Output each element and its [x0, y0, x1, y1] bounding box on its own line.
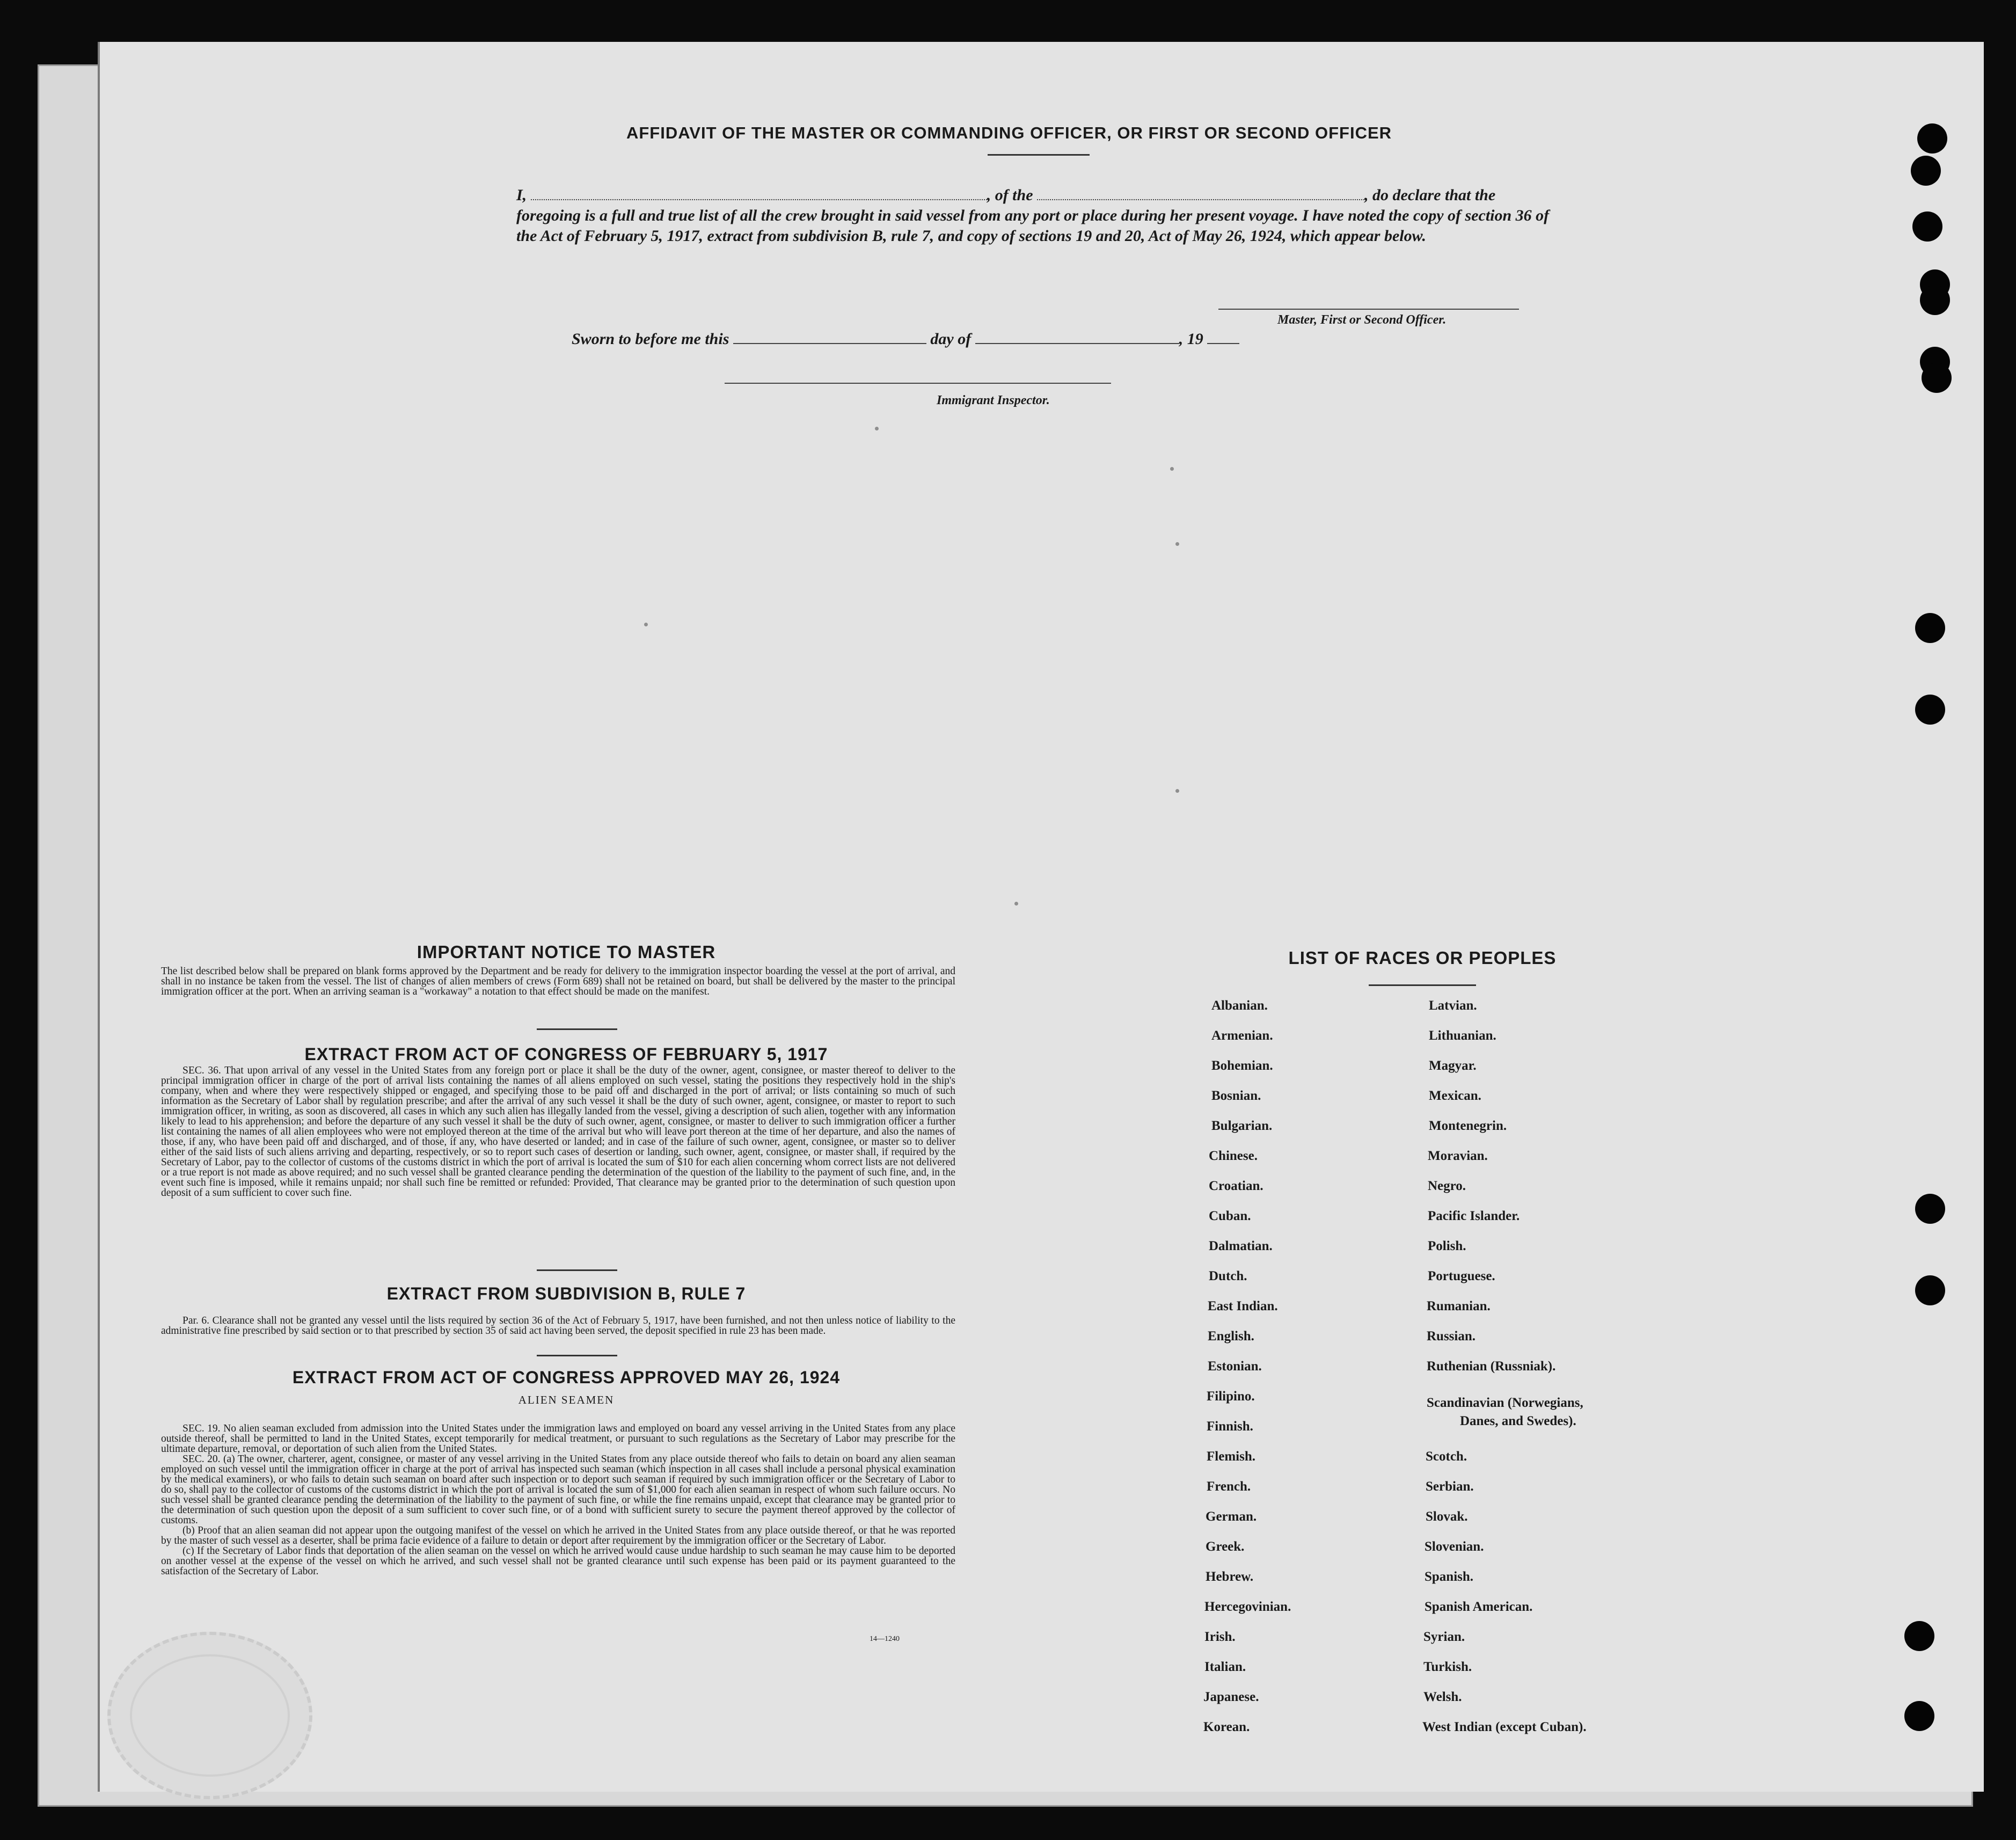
- race-item: Rumanian.: [1427, 1299, 1491, 1313]
- race-item: Croatian.: [1209, 1179, 1263, 1193]
- sworn-prefix: Sworn to before me this: [572, 330, 729, 348]
- race-item: Filipino.: [1207, 1389, 1255, 1404]
- rule7-title: EXTRACT FROM SUBDIVISION B, RULE 7: [386, 1284, 746, 1303]
- master-name-field[interactable]: [531, 187, 987, 200]
- race-item: Mexican.: [1429, 1089, 1481, 1103]
- divider: [537, 1355, 617, 1356]
- section-36: SEC. 36. That upon arrival of any vessel in the United States from any foreign port or place it shall be the duty of the owner, agent, consignee, or master thereof to deliver to the principal immigration officer in charge of the port of arrival lists containing the names of all aliens employed on such vessel, stating the positions they respectively hold in the ship's company, when and where they were respectively shipped or engaged, and specifying those to be paid off and discharged in the port of arrival; or lists containing so much of such information as the Secretary of Labor shall by regulation prescribe; and after the arrival of any such vessel it shall be the duty of such owner, agent, consignee, or master to report to such immigration officer, in writing, as soon as discovered, all cases in which any such alien has illegally landed from the vessel, giving a description of such alien, together with any information likely to lead to his apprehension; and before the departure of any such vessel it shall be the duty of such owner, agent, consignee, or master to deliver to such immigration officer a further list containing the names of all alien employees who were not employed thereon at the time of the arrival but who will leave port thereon at the time of her departure, and also the names of those, if any, who have been paid off and discharged, and of those, if any, who have deserted or landed; and in case of the failure of such owner, agent, consignee, or master so to deliver either of the said lists of such aliens arriving and departing, respectively, or so to report such cases of desertion or landing, such owner, agent, consignee, or master shall, if required by the Secretary of Labor, pay to the collector of customs of the customs district in which the port of arrival is located the sum of $10 for each alien concerning whom correct lists are not delivered or a true report is not made as above required; and no such vessel shall be granted clearance pending the determination of the question of the liability to the payment of such fine, and, in the event such fine is imposed, while it remains unpaid; nor shall such fine be remitted or refunded: Provided, That clearance may be granted prior to the determination of such question upon deposit of a sum sufficient to cover such fine.: [161, 1065, 955, 1199]
- sworn-line: [572, 330, 1239, 348]
- race-item: Bulgarian.: [1211, 1119, 1273, 1133]
- embossed-seal: [107, 1632, 312, 1799]
- affidavit-body-text: that the foregoing is a full and true list of all the crew brought in said vessel from any port or place during her present voyage. I have noted the copy of section 36 of the Act of February 5, 1917, extract from subdivision B, rule 7, and copy of sections 19 and 20, Act of May 26, 1924, which appear below.: [516, 186, 1550, 245]
- race-item: Korean.: [1203, 1720, 1250, 1734]
- race-item: Hercegovinian.: [1204, 1600, 1291, 1614]
- race-item: Cuban.: [1209, 1209, 1251, 1223]
- race-item: Greek.: [1206, 1539, 1245, 1554]
- race-item: Scandinavian (Norwegians,: [1427, 1396, 1583, 1410]
- bleed-mark: [1175, 789, 1179, 793]
- punch-hole: [1915, 695, 1945, 725]
- affidavit-statement: [516, 185, 1558, 246]
- race-item: Magyar.: [1429, 1058, 1477, 1073]
- bleed-mark: [644, 623, 648, 626]
- punch-hole: [1912, 211, 1942, 242]
- race-item: Turkish.: [1423, 1660, 1472, 1674]
- race-item: Portuguese.: [1428, 1269, 1495, 1283]
- punch-hole: [1904, 1621, 1934, 1651]
- sworn-year-field[interactable]: [1207, 330, 1239, 344]
- race-item: Polish.: [1428, 1239, 1466, 1253]
- race-item: Lithuanian.: [1429, 1028, 1496, 1043]
- act-1917-body: [161, 1065, 955, 1198]
- notice-body: The list described below shall be prepared on blank forms approved by the Department and be ready for delivery to the immigration inspector boarding the vessel at the port of arrival, and shall in no instance be taken from the vessel. The list of changes of alien members of crews (Form 689) shall not be retained on board, but shall be delivered by the master to the principal immigration officer at the port. When an arriving seaman is a "workaway" a notation to that effect should be made on the manifest.: [161, 966, 955, 997]
- race-item: Bosnian.: [1211, 1089, 1261, 1103]
- act-1924-body: [161, 1423, 955, 1576]
- punch-hole: [1915, 613, 1945, 643]
- sworn-month-field[interactable]: [975, 330, 1179, 344]
- rule7-body: [161, 1316, 955, 1336]
- bleed-mark: [1014, 902, 1018, 906]
- race-item: Dalmatian.: [1209, 1239, 1273, 1253]
- race-item: Serbian.: [1426, 1479, 1474, 1494]
- race-item: Dutch.: [1209, 1269, 1247, 1283]
- race-item: Syrian.: [1423, 1630, 1465, 1644]
- section-20c: (c) If the Secretary of Labor finds that deportation of the alien seaman on the vessel on which he arrived would cause undue hardship to such seaman he may cause him to be deported on another vessel at the expense of the vessel on which he arrived, and such vessel shall not be granted clearance until such expense has been paid or its payment guaranteed to the satisfaction of the Secretary of Labor.: [161, 1545, 955, 1577]
- master-signature-field[interactable]: [1218, 309, 1519, 310]
- punch-hole: [1915, 1194, 1945, 1224]
- declare-label: , do declare: [1364, 186, 1441, 204]
- race-item: Negro.: [1428, 1179, 1466, 1193]
- race-item: Spanish American.: [1425, 1600, 1533, 1614]
- race-item: Moravian.: [1428, 1149, 1488, 1163]
- race-item: German.: [1206, 1509, 1257, 1524]
- race-item: English.: [1208, 1329, 1254, 1344]
- punch-hole: [1904, 1701, 1934, 1731]
- bleed-mark: [875, 427, 879, 430]
- inspector-caption: Immigrant Inspector.: [937, 393, 1050, 407]
- race-item: Italian.: [1204, 1660, 1246, 1674]
- race-item: Welsh.: [1423, 1690, 1462, 1704]
- race-item: Danes, and Swedes).: [1460, 1414, 1576, 1428]
- affidavit-title: AFFIDAVIT OF THE MASTER OR COMMANDING OFFICER, OR FIRST OR SECOND OFFICER: [626, 123, 1392, 142]
- section-19: SEC. 19. No alien seaman excluded from admission into the United States under the immigration laws and employed on board any vessel arriving in the United States from any place outside thereof, shall be permitted to land in the United States, except temporarily for medical treatment, or pursuant to such regulations as the Secretary of Labor may prescribe for the ultimate departure, removal, or deportation of such alien from the United States.: [161, 1423, 955, 1455]
- race-item: Hebrew.: [1206, 1569, 1254, 1584]
- bleed-mark: [1175, 542, 1179, 546]
- race-item: Irish.: [1204, 1630, 1236, 1644]
- of-the-label: , of the: [987, 186, 1033, 204]
- race-item: Montenegrin.: [1429, 1119, 1507, 1133]
- punch-hole: [1917, 123, 1947, 154]
- i-label: I,: [516, 186, 527, 204]
- race-item: Albanian.: [1211, 998, 1268, 1013]
- race-item: West Indian (except Cuban).: [1422, 1720, 1587, 1734]
- form-number: 14—1240: [870, 1635, 900, 1643]
- race-item: Finnish.: [1207, 1419, 1253, 1434]
- race-item: Estonian.: [1208, 1359, 1262, 1374]
- section-20a: SEC. 20. (a) The owner, charterer, agent, consignee, or master of any vessel arriving in the United States from any place outside thereof who fails to detain on board any alien seaman employed on such vessel until the immigration officer in charge at the port of arrival has inspected such seaman (which inspection in all cases shall include a personal physical examination by the medical examiners), or who fails to detain such seaman on board after such inspection or to deport such seaman if required by such immigration officer or the Secretary of Labor to do so, shall pay to the collector of customs of the customs district in which the port of arrival is located the sum of $1,000 for each alien seaman in respect of whom such failure occurs. No such vessel shall be granted clearance pending the determination of the liability to the payment of such fine, or while the fine remains unpaid, except that clearance may be granted prior to the determination of such question upon the deposit of a sum sufficient to cover such fine, or of a bond with sufficient surety to secure the payment thereof approved by the collector of customs.: [161, 1454, 955, 1526]
- race-item: French.: [1207, 1479, 1251, 1494]
- inspector-signature-field[interactable]: [725, 383, 1111, 384]
- paragraph-6: Par. 6. Clearance shall not be granted any vessel until the lists required by section 36 of the Act of February 5, 1917, have been furnished, and not then unless notice of liability to the administrative fine prescribed by said section or to that prescribed by section 35 of said act having been served, the deposit specified in rule 23 has been made.: [161, 1315, 955, 1337]
- divider: [537, 1028, 617, 1030]
- notice-title: IMPORTANT NOTICE TO MASTER: [417, 942, 716, 962]
- signature-caption: Master, First or Second Officer.: [1277, 313, 1447, 327]
- race-item: Armenian.: [1211, 1028, 1273, 1043]
- race-item: Japanese.: [1203, 1690, 1259, 1704]
- races-divider: [1369, 984, 1476, 986]
- race-item: Flemish.: [1207, 1449, 1255, 1464]
- sworn-day-field[interactable]: [733, 330, 926, 344]
- title-underline: [988, 154, 1090, 156]
- day-of-label: day of: [930, 330, 972, 348]
- race-item: East Indian.: [1208, 1299, 1278, 1313]
- race-item: Chinese.: [1209, 1149, 1258, 1163]
- races-title: LIST OF RACES OR PEOPLES: [1288, 948, 1557, 968]
- act-1924-title: EXTRACT FROM ACT OF CONGRESS APPROVED MAY 26, 1924: [292, 1368, 841, 1387]
- divider: [537, 1269, 617, 1271]
- act-1917-title: EXTRACT FROM ACT OF CONGRESS OF FEBRUARY 5, 1917: [304, 1045, 828, 1064]
- race-item: Slovak.: [1426, 1509, 1468, 1524]
- bleed-mark: [1170, 467, 1174, 471]
- vessel-name-field[interactable]: [1037, 187, 1364, 200]
- race-item: Pacific Islander.: [1428, 1209, 1520, 1223]
- race-item: Scotch.: [1426, 1449, 1467, 1464]
- race-item: Latvian.: [1429, 998, 1477, 1013]
- punch-hole: [1915, 1275, 1945, 1305]
- punch-hole: [1920, 285, 1950, 315]
- race-item: Spanish.: [1425, 1569, 1474, 1584]
- section-20b: (b) Proof that an alien seaman did not appear upon the outgoing manifest of the vessel on which he arrived in the United States from any place outside thereof, or that he was reported by the master of such vessel as a deserter, shall be prima facie evidence of a failure to detain or deport after requirement by the immigration officer or the Secretary of Labor.: [161, 1525, 955, 1546]
- race-item: Slovenian.: [1425, 1539, 1484, 1554]
- year-label: , 19: [1179, 330, 1203, 348]
- punch-hole: [1911, 156, 1941, 186]
- race-item: Russian.: [1427, 1329, 1476, 1344]
- race-item: Ruthenian (Russniak).: [1427, 1359, 1556, 1374]
- race-item: Bohemian.: [1211, 1058, 1273, 1073]
- punch-hole: [1922, 363, 1952, 393]
- alien-seamen-subtitle: ALIEN SEAMEN: [518, 1393, 615, 1406]
